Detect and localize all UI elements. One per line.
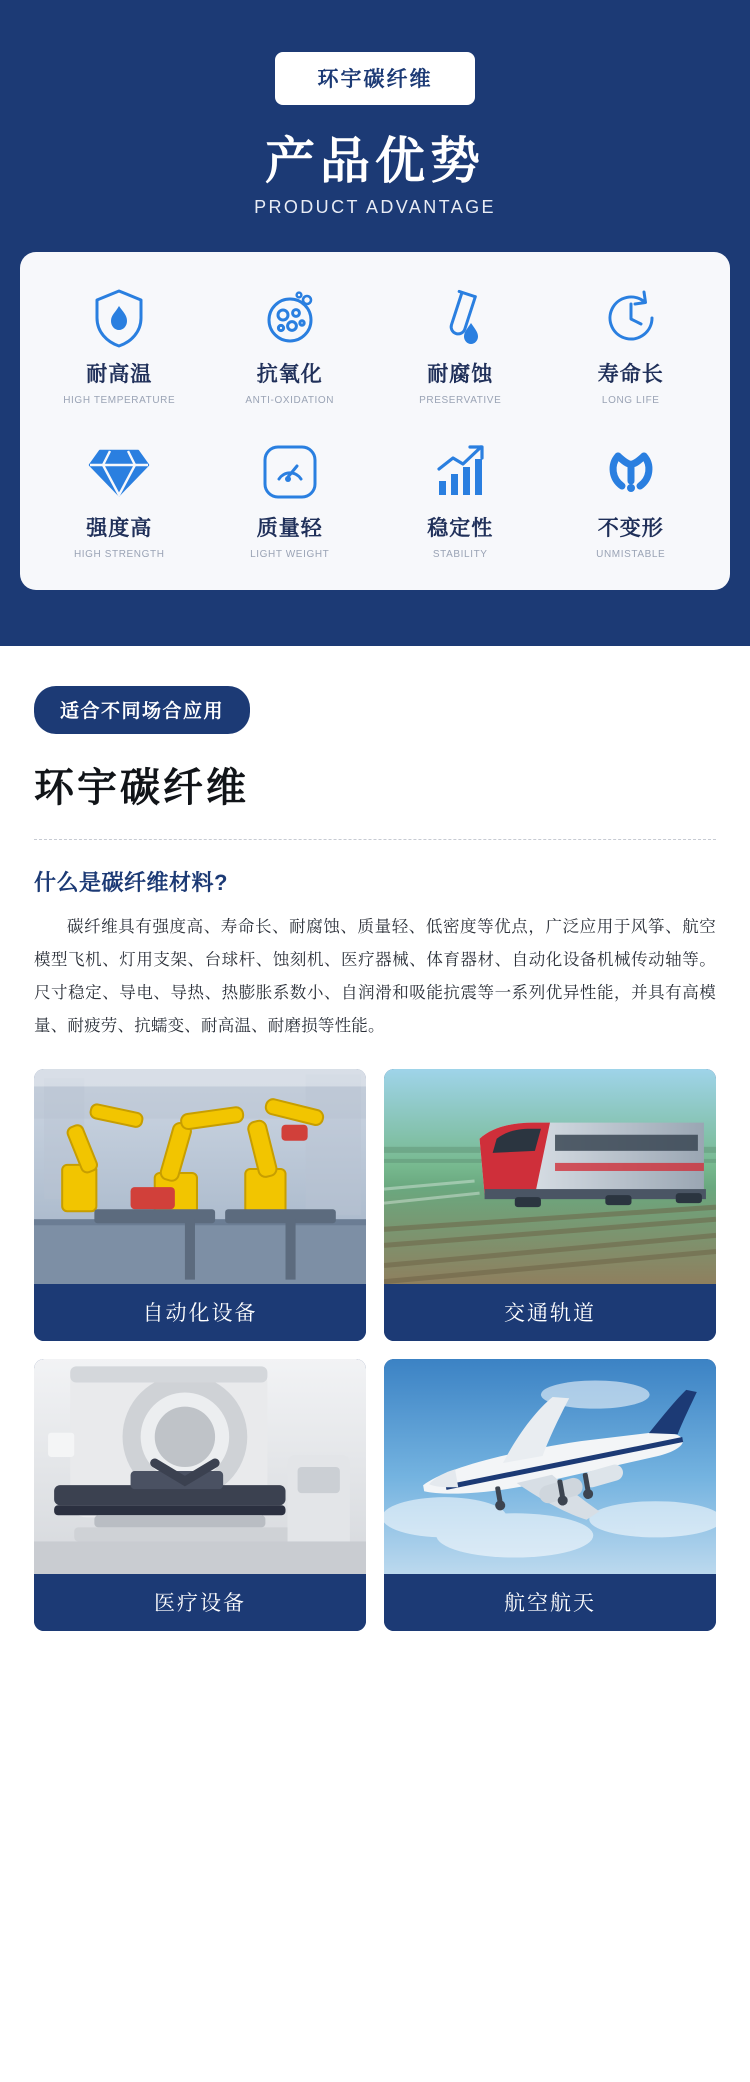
feature-label-cn: 强度高	[86, 516, 153, 540]
molecule-icon	[548, 436, 715, 508]
feature-item	[546, 278, 717, 410]
test-tube-icon	[377, 282, 544, 354]
chart-up-icon	[377, 436, 544, 508]
gauge-icon	[207, 436, 374, 508]
industrial-robots-photo	[34, 1069, 366, 1284]
feature-label-cn: 寿命长	[597, 362, 664, 386]
section-tag: 适合不同场合应用	[34, 686, 250, 734]
diamond-icon	[36, 436, 203, 508]
feature-item	[34, 432, 205, 564]
feature-item	[205, 432, 376, 564]
high-speed-train-photo	[384, 1069, 716, 1284]
feature-card	[20, 252, 730, 590]
feature-item	[34, 278, 205, 410]
feature-item	[375, 278, 546, 410]
feature-label-cn: 不变形	[597, 516, 664, 540]
gallery-caption: 交通轨道	[384, 1284, 716, 1341]
feature-item	[205, 278, 376, 410]
feature-label-cn: 抗氧化	[256, 362, 323, 386]
section-body: 碳纤维具有强度高、寿命长、耐腐蚀、质量轻、低密度等优点，广泛应用于风筝、航空模型飞机、灯用支架、台球杆、蚀刻机、医疗器械、体育器材、自动化设备机械传动轴等。尺寸稳定、导电、导热、热膨胀系数小、自润滑和吸能抗震等一系列优异性能，并具有高模量、耐疲劳、抗蠕变、耐高温、耐磨损等性能。	[34, 917, 716, 1035]
feature-label-cn: 耐腐蚀	[427, 362, 494, 386]
feature-label-cn: 耐高温	[86, 362, 153, 386]
gallery-card[interactable]	[34, 1359, 366, 1631]
feature-label-en: ANTI-OXIDATION	[245, 394, 335, 406]
feature-item	[375, 432, 546, 564]
feature-label-en: PRESERVATIVE	[419, 394, 502, 406]
gallery-caption: 航空航天	[384, 1574, 716, 1631]
application-gallery	[0, 1043, 750, 1661]
brand-name: 环宇碳纤维	[317, 68, 433, 91]
gallery-caption: 医疗设备	[34, 1574, 366, 1631]
shield-flame-icon	[36, 282, 203, 354]
medical-equipment-photo	[34, 1359, 366, 1574]
clock-icon	[548, 282, 715, 354]
feature-label-en: HIGH TEMPERATURE	[63, 394, 176, 406]
bubbles-icon	[207, 282, 374, 354]
hero-section	[0, 0, 750, 646]
page-title-en: PRODUCT ADVANTAGE	[254, 196, 496, 217]
section-subtitle: 什么是碳纤维材料?	[34, 869, 228, 895]
section-title: 环宇碳纤维	[34, 765, 249, 810]
page-title	[0, 133, 750, 218]
feature-label-en: LONG LIFE	[601, 394, 660, 406]
gallery-card[interactable]	[384, 1359, 716, 1631]
brand-badge	[275, 52, 475, 105]
divider	[34, 839, 716, 840]
intro-section	[0, 646, 750, 1043]
gallery-card[interactable]	[34, 1069, 366, 1341]
feature-label-cn: 质量轻	[256, 516, 323, 540]
page-title-cn: 产品优势	[265, 133, 485, 189]
feature-label-en: UNMISTABLE	[596, 548, 666, 560]
feature-grid	[34, 278, 716, 564]
feature-label-en: HIGH STRENGTH	[73, 548, 165, 560]
airplane-photo	[384, 1359, 716, 1574]
feature-label-en: LIGHT WEIGHT	[250, 548, 330, 560]
feature-label-en: STABILITY	[432, 548, 488, 560]
feature-label-cn: 稳定性	[427, 516, 494, 540]
feature-item	[546, 432, 717, 564]
gallery-card[interactable]	[384, 1069, 716, 1341]
gallery-caption: 自动化设备	[34, 1284, 366, 1341]
